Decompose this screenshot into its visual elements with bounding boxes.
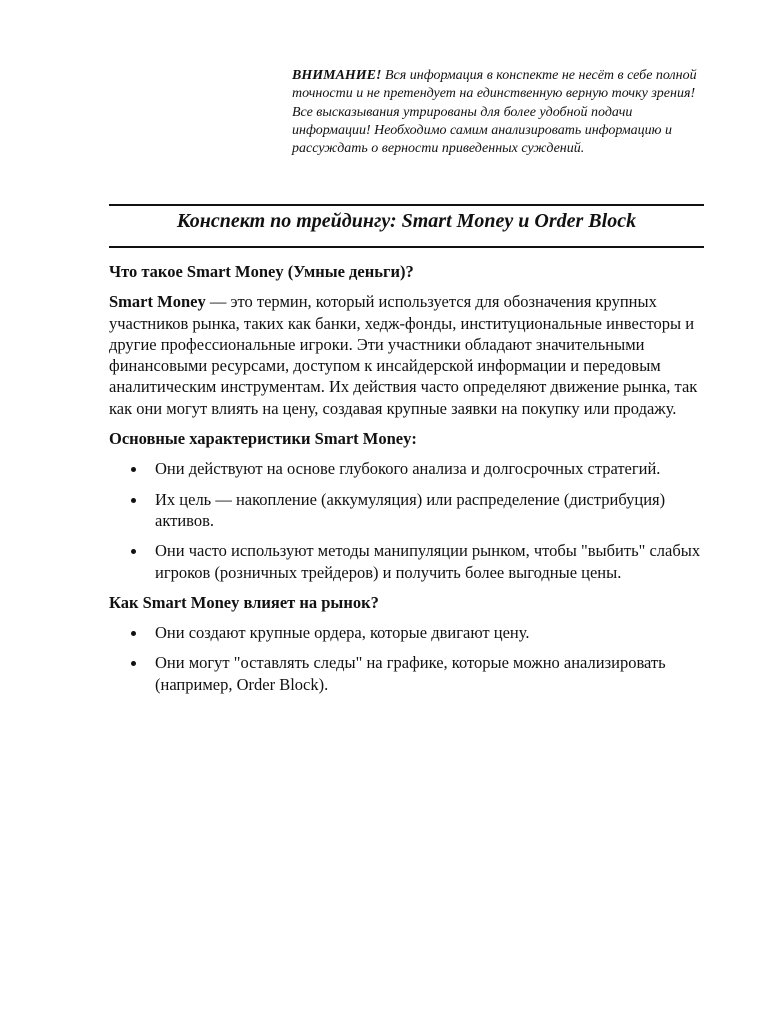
list-item [109, 458, 719, 479]
bullet-icon [131, 467, 136, 472]
bullet-icon [131, 549, 136, 554]
list-item [109, 622, 719, 643]
list-item-text: Они создают крупные ордера, которые двигают цену. [155, 623, 530, 643]
definition-paragraph [109, 291, 719, 419]
characteristics-list [109, 458, 719, 582]
section-heading-what-is: Что такое Smart Money (Умные деньги)? [109, 262, 414, 281]
list-item [109, 489, 719, 532]
list-item-text: Они действуют на основе глубокого анализа и долгосрочных стратегий. [155, 459, 661, 479]
document-title: Конспект по трейдингу: Smart Money и Order Block [176, 210, 637, 232]
list-item-text: Они часто используют методы манипуляции рынком, чтобы "выбить" слабых игроков (розничных трейдеров) и получить более выгодные цены. [155, 541, 701, 582]
bullet-icon [131, 631, 136, 636]
section-heading-characteristics: Основные характеристики Smart Money: [109, 429, 417, 449]
section-heading-market-impact: Как Smart Money влияет на рынок? [109, 592, 379, 612]
market-impact-list [109, 622, 719, 695]
title-rule-bottom [109, 246, 704, 248]
list-item-text: Их цель — накопление (аккумуляция) или распределение (дистрибуция) активов. [155, 489, 666, 530]
bullet-icon [131, 661, 136, 666]
definition-term: Smart Money [109, 292, 206, 312]
bullet-icon [131, 498, 136, 503]
disclaimer-text: Вся информация в конспекте не несёт в себе полной точности и не претендует на единственную верную точку зрения! Все высказывания утрированы для более удобной подачи информации! Необходимо самим анализировать информацию и рассуждать о верности приведенных суждений. [292, 68, 697, 157]
list-item-text: Они могут "оставлять следы" на графике, которые можно анализировать (например, Order Block). [155, 653, 666, 694]
document-body [109, 261, 719, 704]
disclaimer-label: ВНИМАНИЕ! [292, 68, 382, 83]
title-rule-top [109, 204, 704, 206]
list-item [109, 652, 719, 695]
disclaimer-notice [292, 67, 712, 158]
list-item [109, 540, 719, 583]
definition-text: — это термин, который используется для обозначения крупных участников рынка, таких как банки, хедж-фонды, институциональные инвесторы и другие профессиональные игроки. Эти участники обладают значительными финансовыми ресурсами, доступом к инсайдерской информации и передовым аналитическим инструментам. Их действия часто определяют движение рынка, так как они могут влиять на цену, создавая крупные заявки на покупку или продажу. [109, 292, 698, 418]
